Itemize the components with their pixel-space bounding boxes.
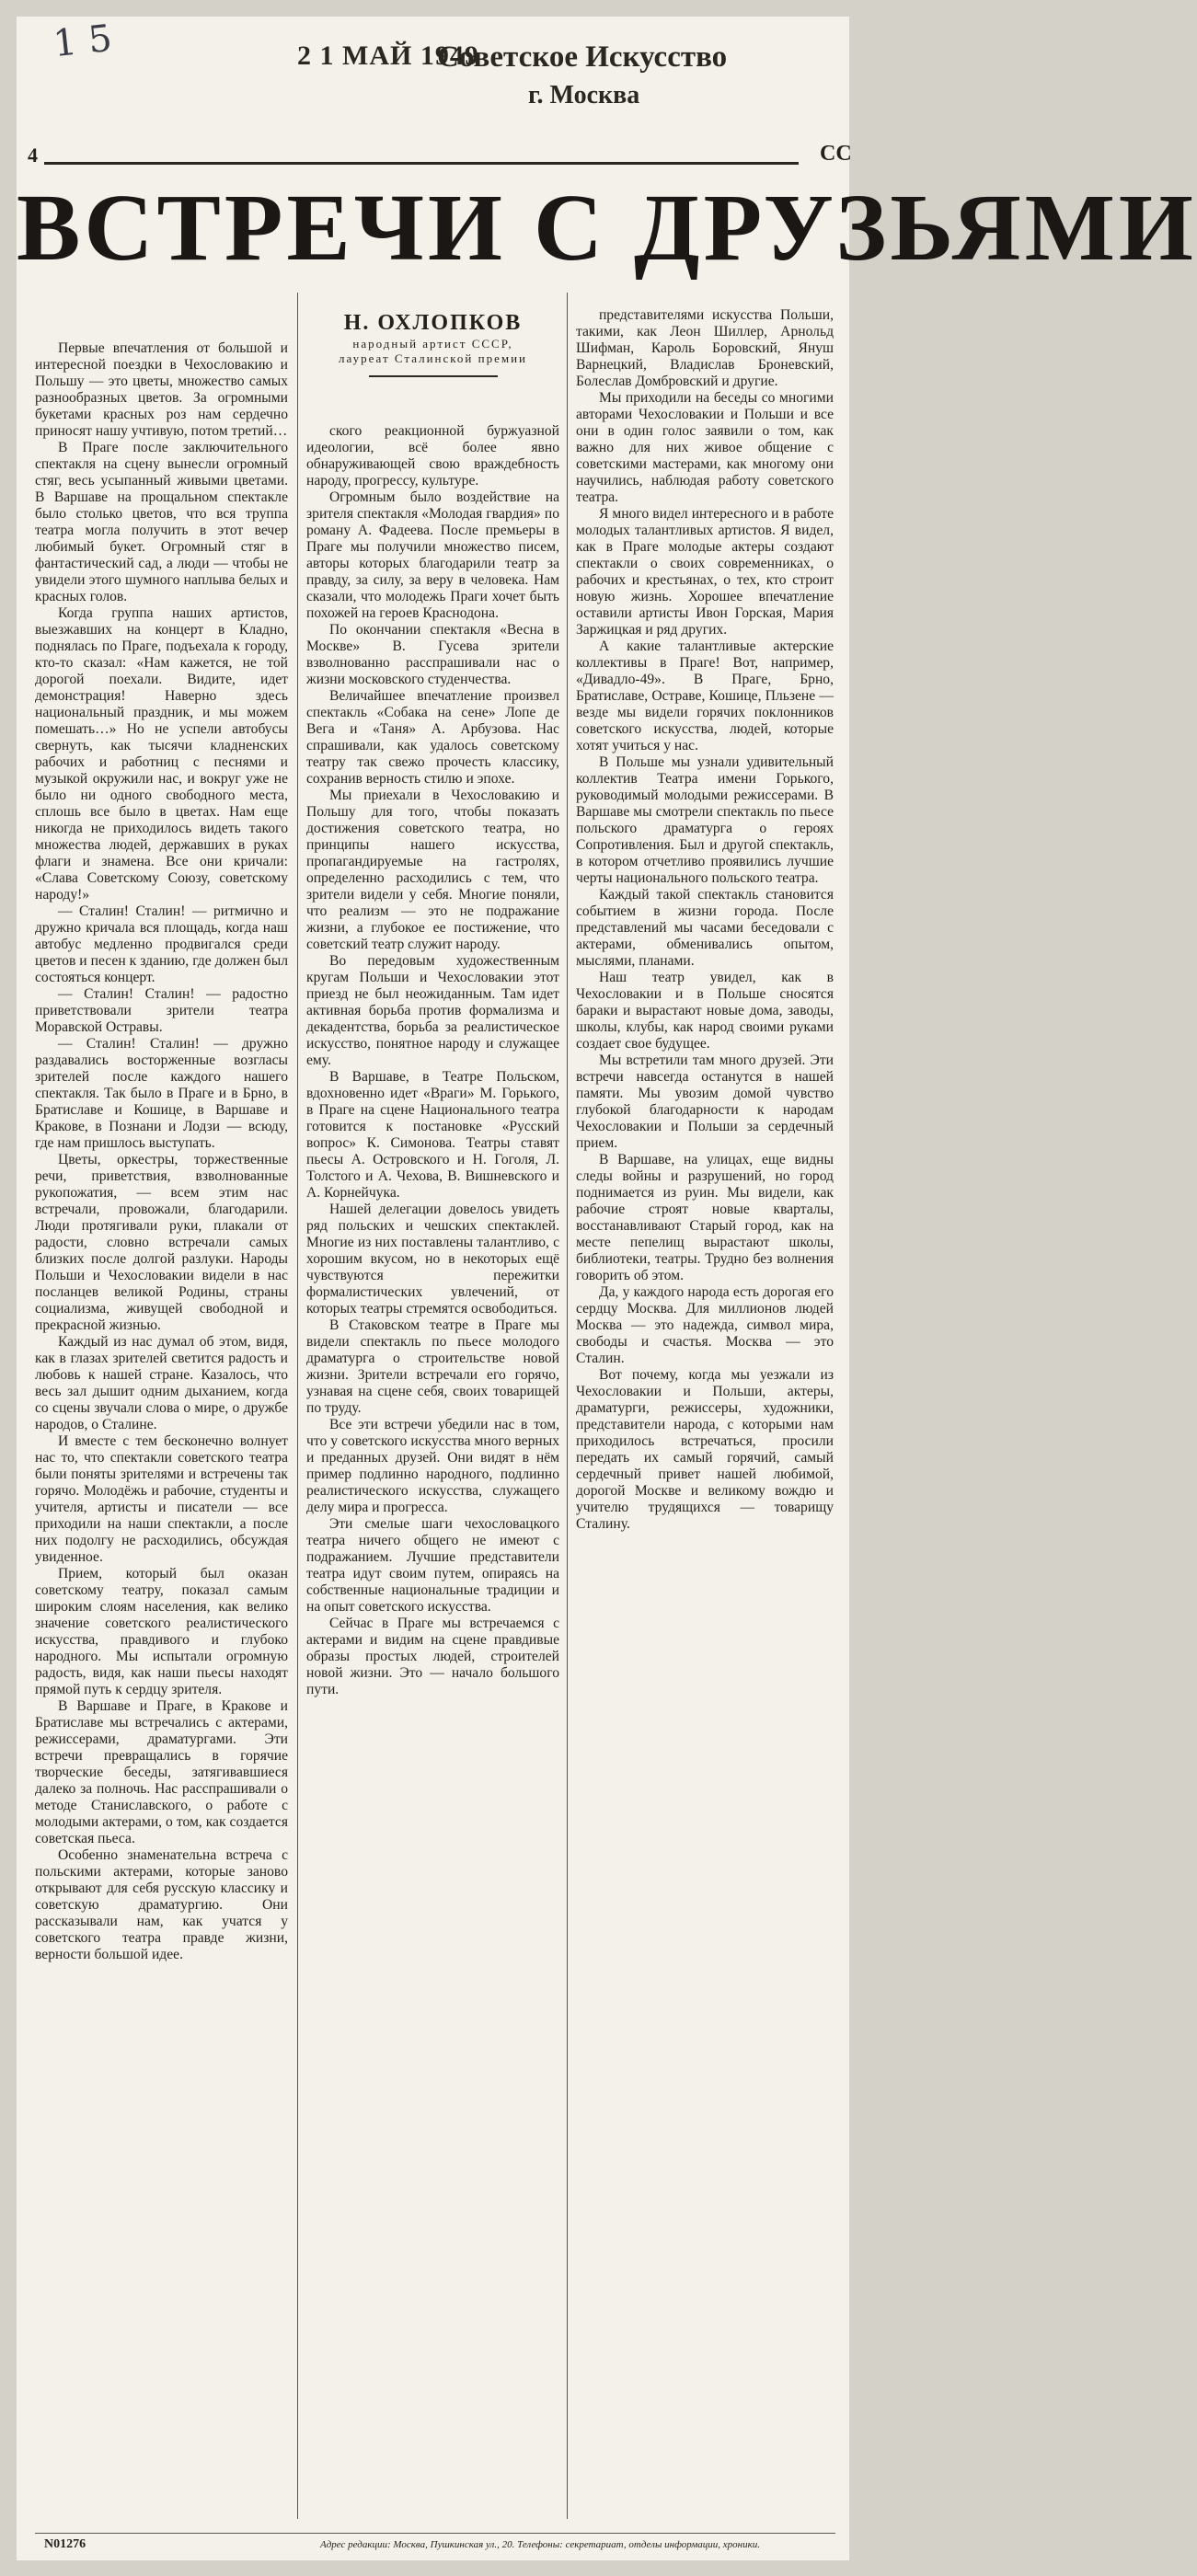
article-paragraph: Наш театр увидел, как в Чехословакии и в Польше сносятся бараки и вырастают новые дома, заводы, школы, клубы, как народ своими руками создает свое будущее.	[576, 970, 834, 1052]
page-number: 4	[28, 144, 38, 167]
article-paragraph: Мы встретили там много друзей. Эти встречи навсегда останутся в нашей памяти. Мы увозим домой чувство глубокой благодарности к народам Чехословакии и Польши за сердечный прием.	[576, 1052, 834, 1151]
column-divider	[567, 293, 568, 2519]
article-paragraph: Я много видел интересного и в работе молодых талантливых артистов. Я видел, как в Праге молодые актеры создают спектакли о своих современниках, о рабочих и крестьянах, о тех, кто строит новую жизнь. Хорошее впечатление оставили артисты Ивон Горская, Мария Заржицкая и ряд других.	[576, 506, 834, 638]
author-title-line-1: народный артист СССР,	[352, 337, 513, 351]
article-paragraph: Прием, который был оказан советскому театру, показал самым широким слоям населения, как велико значение советского реалистического искусства, правдивого и глубоко народного. Мы испытали огромную радость, видя, как наши пьесы находят прямой путь к сердцу зрителя.	[35, 1566, 288, 1697]
newspaper-name-stamp: Советское Искусство	[437, 40, 728, 74]
article-column-3	[576, 307, 834, 2521]
article-paragraph: Во передовым художественным кругам Польши и Чехословакии этот приезд не был неожиданным. Там идет активная борьба против формализма и декадентства, борьба за реалистическое искусство, понятное народу и служащее ему.	[306, 953, 559, 1068]
article-paragraph: Особенно знаменательна встреча с польскими актерами, которые заново открывают для себя русскую классику и советскую драматургию. Они рассказывали нам, как учатся у советского театра правде жизни, верности большой идее.	[35, 1847, 288, 1962]
page-edge-text: СС	[820, 142, 852, 166]
article-paragraph: В Варшаве, в Театре Польском, вдохновенно идет «Враги» М. Горького, в Праге на сцене Национального театра готовится к постановке «Русский вопрос» К. Симонова. Театры ставят пьесы А. Островского и Н. Гоголя, Л. Толстого и А. Чехова, В. Вишневского и А. Корнейчука.	[306, 1069, 559, 1201]
author-title-line-2: лауреат Сталинской премии	[338, 351, 528, 365]
headline: ВСТРЕЧИ С ДРУЗЬЯМИ	[17, 175, 1197, 281]
article-paragraph: ского реакционной буржуазной идеологии, всё более явно обнаруживающей свою враждебность народу, прогрессу, культуре.	[306, 423, 559, 489]
article-paragraph: — Сталин! Сталин! — дружно раздавались восторженные возгласы зрителей после каждого нашего спектакля. Так было в Праге и в Брно, в Братиславе и Кошице, в Варшаве и Кракове, в Познани и Лодзи — всюду, где нам пришлось выступать.	[35, 1036, 288, 1151]
article-paragraph: Сейчас в Праге мы встречаемся с актерами и видим на сцене правдивые образы простых людей, строителей новой жизни. Это — начало большого пути.	[306, 1616, 559, 1697]
article-paragraph: И вместе с тем бесконечно волнует нас то, что спектакли советского театра были поняты зрителями и встречены так горячо. Молодёжь и рабочие, студенты и учителя, артисты и писатели — все приходили на наши спектакли, а после них подолгу не расходились, обсуждая увиденное.	[35, 1433, 288, 1565]
article-paragraph: Эти смелые шаги чехословацкого театра ничего общего не имеют с подражанием. Лучшие представители театра идут своим путем, опираясь на собственные национальные традиции и на опыт советского искусства.	[306, 1516, 559, 1615]
article-paragraph: А какие талантливые актерские коллективы в Праге! Вот, например, «Дивадло-49». В Праге, Брно, Братиславе, Остраве, Кошице, Пльзене — везде мы видели горячих поклонников советского искусства, людей, которые хотят учиться у нас.	[576, 638, 834, 753]
article-paragraph: Мы приходили на беседы со многими авторами Чехословакии и Польши и все они в один голос заявили о том, как важно для них живое общение с советскими мастерами, как многому они научились, наблюдая работу советского театра.	[576, 390, 834, 505]
article-paragraph: В Варшаве и Праге, в Кракове и Братиславе мы встречались с актерами, режиссерами, драматургами. Эти встречи превращались в горячие творческие беседы, затягивавшиеся далеко за полночь. Нас расспрашивали о методе Станиславского, о работе с молодыми актерами, о том, как создается советская пьеса.	[35, 1698, 288, 1846]
editorial-address: Адрес редакции: Москва, Пушкинская ул., 20. Телефоны: секретариат, отделы информации, хроники.	[320, 2539, 760, 2550]
article-paragraph: Огромным было воздействие на зрителя спектакля «Молодая гвардия» по роману А. Фадеева. После премьеры в Праге мы получили множество писем, авторы которых благодарили театр за правду, за силу, за веру в человека. Нам сказали, что молодежь Праги хочет быть похожей на героев Краснодона.	[306, 489, 559, 621]
article-paragraph: В Польше мы узнали удивительный коллектив Театра имени Горького, руководимый молодыми режиссерами. В Варшаве мы смотрели спектакль по пьесе польского драматурга о героях Сопротивления. Был и другой спектакль, в котором отчетливо проявились лучшие черты национального польского театра.	[576, 754, 834, 886]
article-paragraph: — Сталин! Сталин! — радостно приветствовали зрители театра Моравской Остравы.	[35, 986, 288, 1035]
newspaper-page	[17, 17, 1197, 2560]
article-paragraph: Да, у каждого народа есть дорогая его сердцу Москва. Для миллионов людей Москва — это надежда, символ мира, свободы и счастья. Москва — это Сталин.	[576, 1284, 834, 1366]
article-paragraph: Первые впечатления от большой и интересной поездки в Чехословакию и Польшу — это цветы, множество самых разнообразных цветов. За огромными букетами красных роз нам сердечно приносят нашу учтивую, потом третий…	[35, 340, 288, 439]
article-paragraph: Величайшее впечатление произвел спектакль «Собака на сене» Лопе де Вега и «Таня» А. Арбузова. Нас спрашивали, как удалось советскому театру так свежо прочесть классику, сохранив верность стилю и эпохе.	[306, 688, 559, 787]
article-paragraph: В Варшаве, на улицах, еще видны следы войны и разрушений, но город поднимается из руин. Мы видели, как рабочие строят новые кварталы, восстанавливают Старый город, как на месте пепелищ вырастают школы, библиотеки, театры. Трудно без волнения говорить об этом.	[576, 1152, 834, 1283]
article-column-2	[306, 423, 559, 2521]
article-paragraph: — Сталин! Сталин! — ритмично и дружно кричала вся площадь, когда наш автобус медленно продвигался среди цветов и песен к зданию, где должен был состояться концерт.	[35, 903, 288, 985]
article-paragraph: Каждый такой спектакль становится событием в жизни города. После представлений мы часами беседовали с актерами, обменивались опытом, мыслями, планами.	[576, 887, 834, 969]
article-column-1	[35, 340, 288, 2521]
print-number: N01276	[44, 2537, 86, 2551]
article-paragraph: Цветы, оркестры, торжественные речи, приветствия, взволнованные рукопожатия, — всем этим нас встречали, провожали, благодарили. Люди протягивали руки, плакали от радости, словно встречали самых близких после долгой разлуки. Народы Польши и Чехословакии видели в нас посланцев великой Родины, страны социализма, живущей свободной и прекрасной жизнью.	[35, 1152, 288, 1333]
article-paragraph: Нашей делегации довелось увидеть ряд польских и чешских спектаклей. Многие из них поставлены талантливо, с хорошим вкусом, но в некоторых ещё чувствуются пережитки формалистических увлечений, от которых театры стремятся освободиться.	[306, 1202, 559, 1317]
article-paragraph: представителями искусства Польши, такими, как Леон Шиллер, Арнольд Шифман, Кароль Боровский, Януш Варнецкий, Владислав Броневский, Болеслав Домбровский и другие.	[576, 307, 834, 389]
byline-rule	[369, 375, 498, 377]
date-stamp: 2 1 МАЙ 1949	[297, 40, 479, 71]
article-paragraph: В Праге после заключительного спектакля на сцену вынесли огромный стяг, весь усыпанный живыми цветами. В Варшаве на прощальном спектакле было столько цветов, что вся труппа театра могла получить в этот вечер любимый букет. Огромный стяг в фантастический сад, а люди — чтобы не увидели этого шумного наплыва белых и красных голов.	[35, 440, 288, 604]
top-rule	[44, 162, 799, 165]
article-paragraph: В Стаковском театре в Праге мы видели спектакль по пьесе молодого драматурга о строительстве новой жизни. Зрители встречали его горячо, узнавая на сцене себя, своих товарищей по труду.	[306, 1317, 559, 1416]
byline	[306, 309, 559, 377]
handwritten-page-mark: 1 5	[51, 17, 114, 66]
article-paragraph: Когда группа наших артистов, выезжавших на концерт в Кладно, поднялась по Праге, подъехала к городу, кто-то сказал: «Нам кажется, не той дорогой поехали. Видите, идет демонстрация! Наверно здесь национальный праздник, и мы можем помешать…» Но не успели автобусы свернуть, как тысячи кладненских рабочих и работниц с песнями и музыкой окружили нас, и вокруг уже не было ни одного свободного места, сплошь все было в цветах. Нам еще никогда не приходилось видеть такого множества людей, державших в руках флаги и знамена. Все они кричали: «Слава Советскому Союзу, советскому народу!»	[35, 605, 288, 903]
article-paragraph: По окончании спектакля «Весна в Москве» В. Гусева зрители взволнованно расспрашивали нас о жизни московского студенчества.	[306, 622, 559, 687]
column-divider	[297, 293, 298, 2519]
article-paragraph: Мы приехали в Чехословакию и Польшу для того, чтобы показать достижения советского театра, но принципы нашего искусства, пропагандируемые на гастролях, определенно расходились с тем, что зрители видели у себя. Многие поняли, что реализм — это не подражание жизни, а глубокое ее постижение, что советский театр служит народу.	[306, 788, 559, 952]
article-paragraph: Вот почему, когда мы уезжали из Чехословакии и Польши, актеры, драматурги, режиссеры, художники, представители народа, с которыми нам приходилось встречаться, просили передать их самый горячий, самый сердечный привет нашей любимой, дорогой Москве и великому вождю и учителю трудящихся — товарищу Сталину.	[576, 1367, 834, 1532]
article-paragraph: Все эти встречи убедили нас в том, что у советского искусства много верных и преданных друзей. Они видят в нём пример подлинно народного, подлинно реалистического искусства, служащего делу мира и прогресса.	[306, 1417, 559, 1515]
author-name: Н. ОХЛОПКОВ	[343, 311, 523, 335]
newspaper-city-stamp: г. Москва	[528, 81, 640, 109]
bottom-rule	[35, 2533, 835, 2534]
article-paragraph: Каждый из нас думал об этом, видя, как в глазах зрителей светится радость и любовь к нашей стране. Казалось, что весь зал дышит одним дыханием, когда со сцены звучали слова о мире, о дружбе народов, о Сталине.	[35, 1334, 288, 1432]
